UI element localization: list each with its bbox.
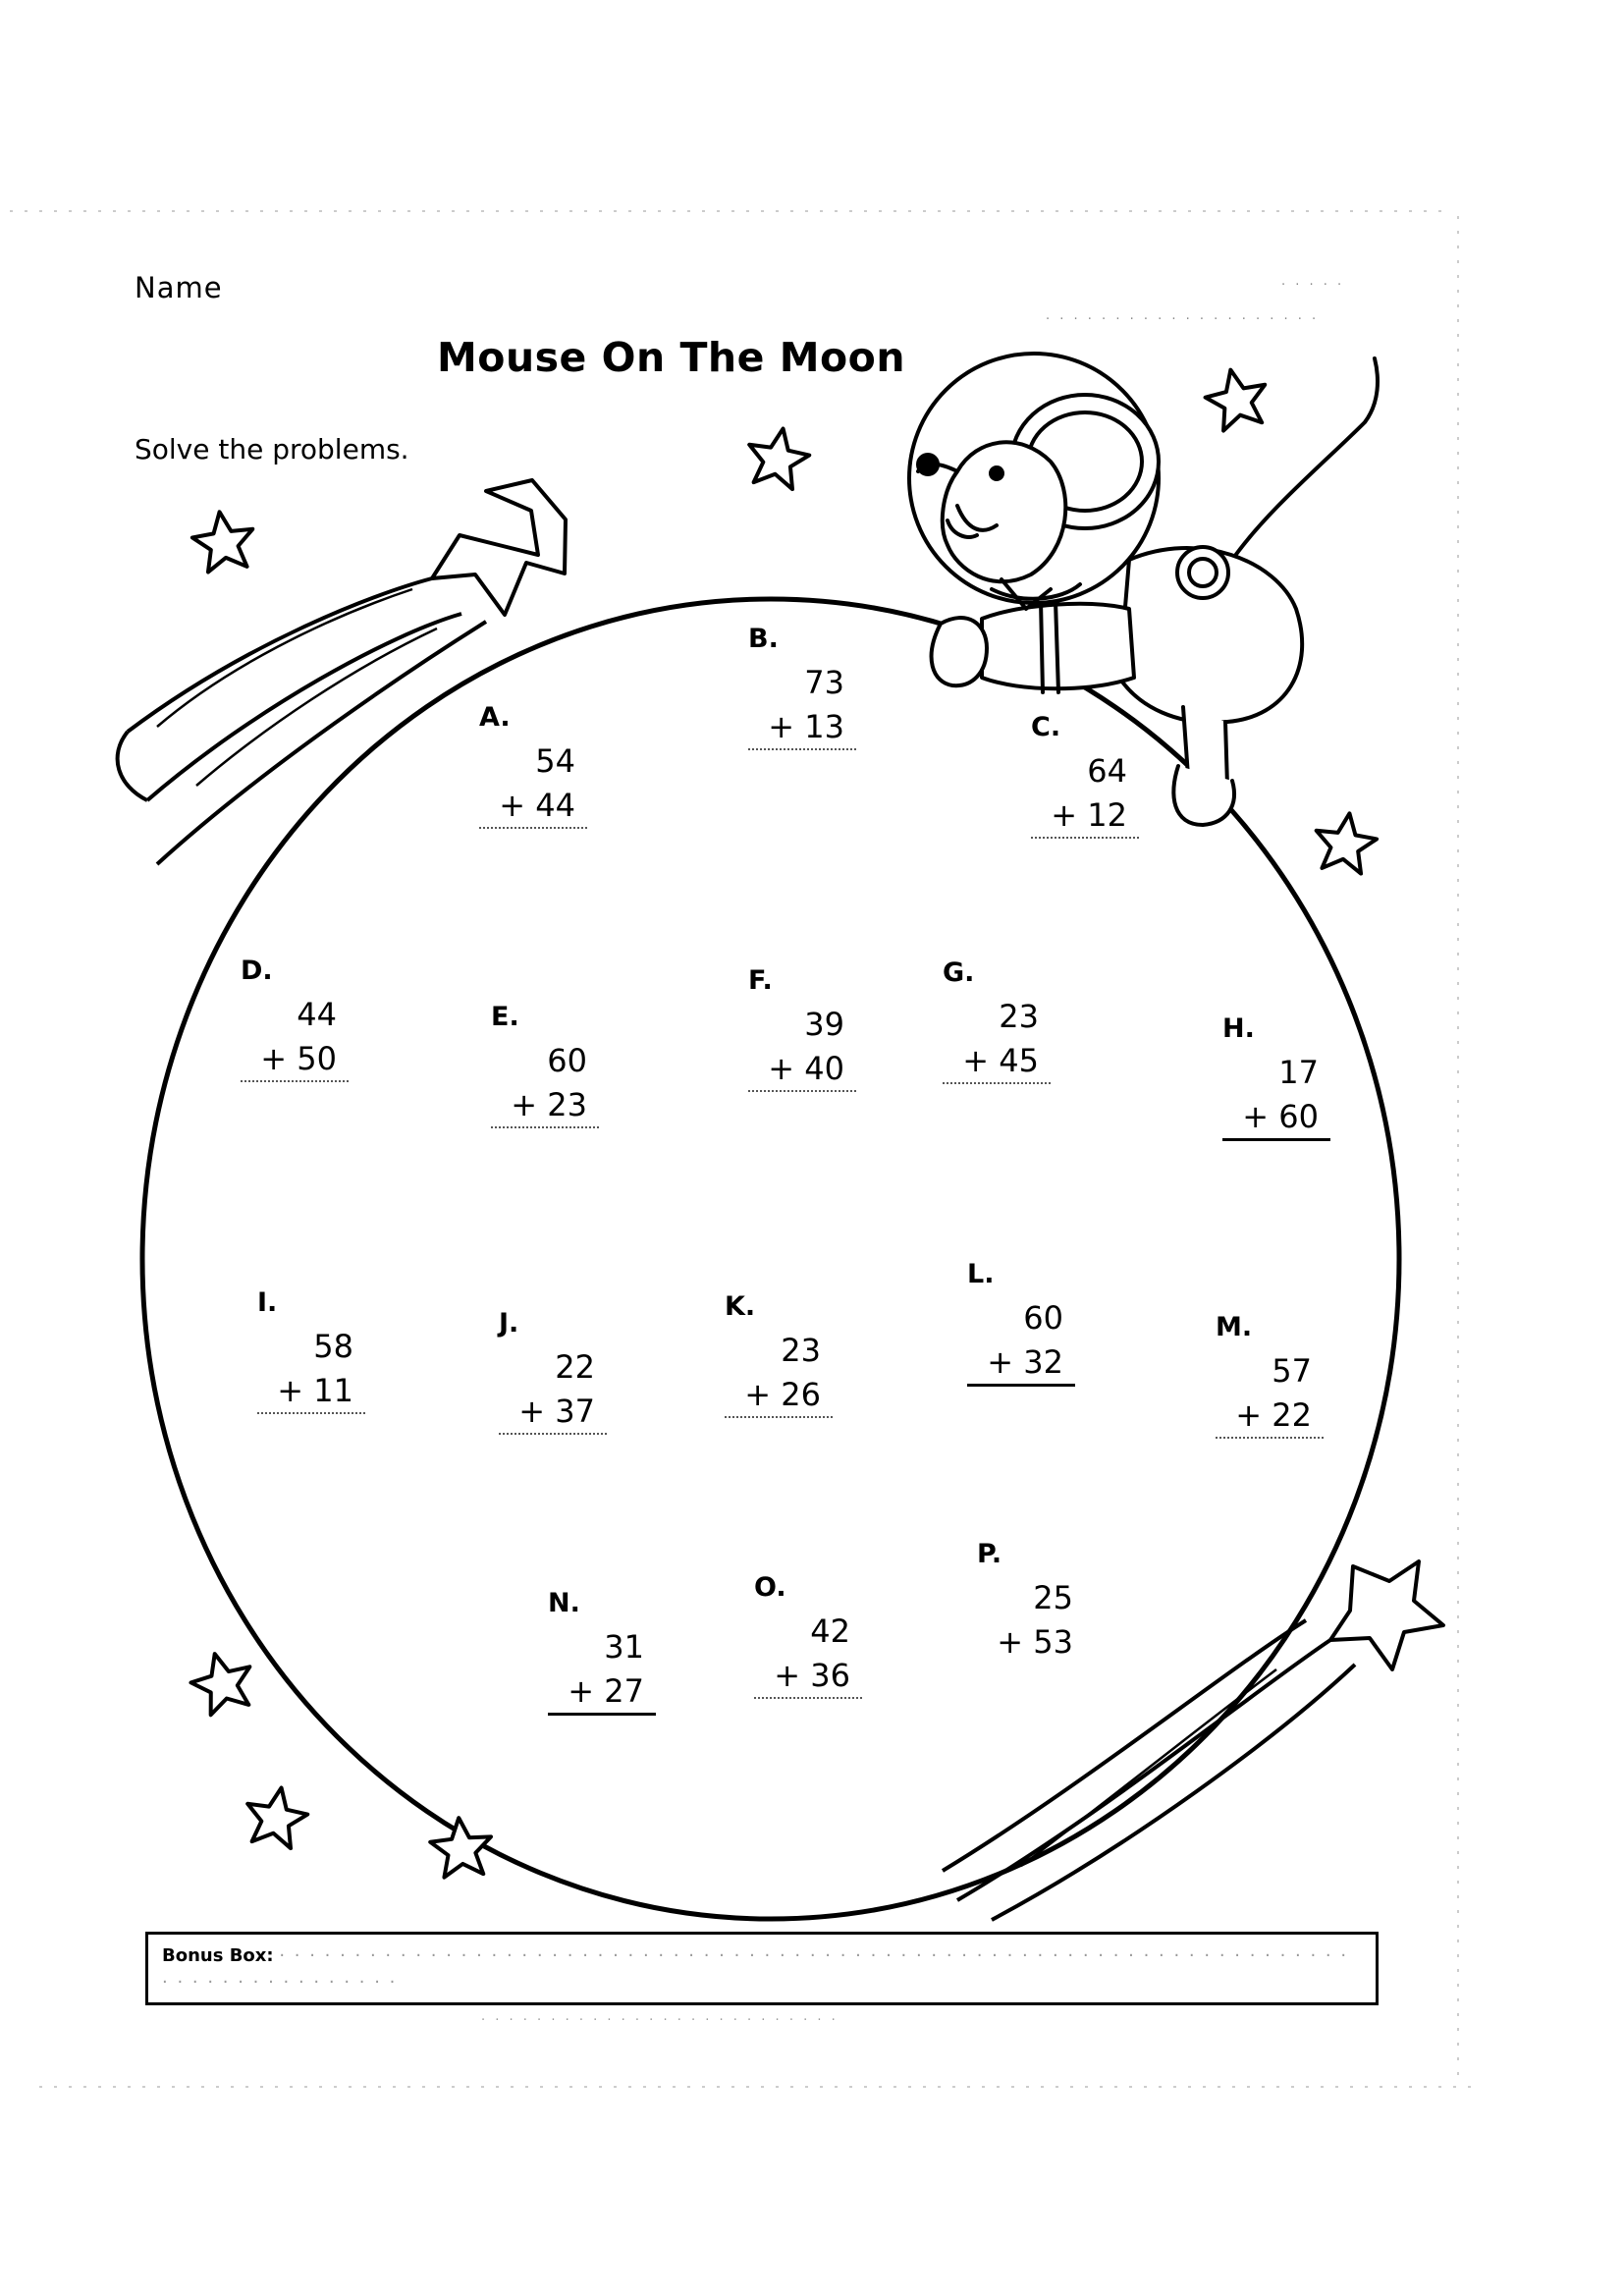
problem-j (499, 1303, 607, 1435)
operator-sign: + (511, 1086, 538, 1123)
operator-sign: + (997, 1623, 1024, 1661)
problem-bottom-line (499, 1390, 607, 1435)
problem-top-number: 23 (781, 1332, 821, 1369)
astronaut-mouse (909, 354, 1378, 825)
scan-marks (10, 211, 1473, 2087)
problem-label: L. (967, 1259, 995, 1289)
problem-bottom-number: 53 (1033, 1623, 1073, 1661)
problem-bottom-number: 37 (555, 1393, 595, 1430)
problem-label: N. (548, 1588, 580, 1618)
problem-bottom-number: 32 (1023, 1343, 1063, 1381)
star-icon (1201, 363, 1272, 433)
problem-n (548, 1583, 656, 1716)
problem-label: M. (1216, 1312, 1253, 1342)
problem-bottom-line (1222, 1095, 1330, 1141)
bonus-box-label: Bonus Box: (162, 1945, 274, 1966)
star-icon (743, 423, 813, 491)
problem-bottom-line (943, 1039, 1051, 1084)
problem-l (967, 1254, 1075, 1387)
operator-sign: + (499, 787, 526, 824)
problem-top-number: 17 (1278, 1054, 1319, 1091)
problem-bottom-number: 44 (535, 787, 575, 824)
name-label: Name (135, 271, 223, 304)
corner-faint-text: · · · · · (1281, 278, 1345, 293)
operator-sign: + (277, 1372, 304, 1409)
problem-top-number: 31 (604, 1628, 644, 1666)
problem-bottom-number: 50 (297, 1040, 337, 1077)
problem-bottom-line (977, 1620, 1085, 1664)
problem-top-number: 64 (1087, 752, 1127, 790)
operator-sign: + (1235, 1396, 1263, 1434)
problem-bottom-line (479, 784, 587, 829)
problem-p (977, 1534, 1085, 1664)
problem-bottom-number: 26 (781, 1376, 821, 1413)
problem-label: P. (977, 1539, 1002, 1569)
problem-top-number: 58 (313, 1328, 353, 1365)
problem-bottom-line (1216, 1394, 1324, 1439)
problem-bottom-number: 45 (999, 1042, 1039, 1079)
problem-bottom-number: 11 (313, 1372, 353, 1409)
corner-faint-text: · · · · · · · · · · · · · · · · · · · · (1046, 312, 1320, 327)
operator-sign: + (768, 1050, 795, 1087)
operator-sign: + (987, 1343, 1014, 1381)
problem-top-number: 23 (999, 998, 1039, 1035)
problem-label: A. (479, 702, 511, 733)
problem-g (943, 953, 1051, 1084)
problem-top-number: 60 (1023, 1299, 1063, 1337)
problem-m (1216, 1307, 1324, 1439)
problem-bottom-line (548, 1669, 656, 1716)
problem-bottom-number: 22 (1272, 1396, 1312, 1434)
problem-bottom-number: 13 (804, 708, 844, 745)
star-icon (1312, 809, 1380, 875)
problem-f (748, 960, 856, 1092)
problem-bottom-line (491, 1083, 599, 1128)
problem-top-number: 73 (804, 664, 844, 701)
problem-a (479, 697, 587, 829)
problem-e (491, 997, 599, 1128)
problem-bottom-line (748, 705, 856, 750)
problem-top-number: 54 (535, 742, 575, 780)
operator-sign: + (518, 1393, 546, 1430)
problem-label: D. (241, 956, 273, 986)
problem-label: O. (754, 1572, 786, 1603)
problem-c (1031, 707, 1139, 839)
problem-bottom-number: 60 (1278, 1098, 1319, 1135)
problem-top-number: 25 (1033, 1579, 1073, 1616)
problem-bottom-number: 36 (810, 1657, 850, 1694)
problem-d (241, 951, 349, 1082)
problem-label: K. (725, 1291, 756, 1322)
operator-sign: + (260, 1040, 288, 1077)
operator-sign: + (744, 1376, 772, 1413)
operator-sign: + (1051, 796, 1078, 834)
instructions-text: Solve the problems. (135, 433, 409, 465)
problem-top-number: 42 (810, 1613, 850, 1650)
bonus-box (145, 1932, 1379, 2005)
worksheet-title: Mouse On The Moon (437, 334, 906, 381)
bonus-box-faint-text: · · · · · · · · · · · · · · · · · · · · · · · · · · · · · · · · · · · · · · · · · · · · · · · · · · · · · · · · · · · · · · · · · · · · · · · · · · · · · · · · · · · · · · · (162, 1945, 1349, 1993)
problem-bottom-number: 40 (804, 1050, 844, 1087)
problem-bottom-line (967, 1340, 1075, 1387)
operator-sign: + (962, 1042, 990, 1079)
problem-label: J. (499, 1308, 519, 1339)
star-icon (242, 1782, 311, 1850)
problem-top-number: 39 (804, 1006, 844, 1043)
problem-h (1222, 1009, 1330, 1141)
problem-label: I. (257, 1287, 278, 1318)
star-icon (186, 1646, 259, 1718)
problem-bottom-line (1031, 793, 1139, 839)
problem-i (257, 1283, 365, 1414)
problem-bottom-line (748, 1047, 856, 1092)
footer-faint-text: · · · · · · · · · · · · · · · · · · · · · · · · · · (481, 2013, 839, 2028)
problem-label: G. (943, 957, 975, 988)
problem-k (725, 1286, 833, 1418)
problem-bottom-line (241, 1037, 349, 1082)
problem-top-number: 44 (297, 996, 337, 1033)
problem-bottom-number: 12 (1087, 796, 1127, 834)
problem-label: B. (748, 624, 779, 654)
problem-o (754, 1567, 862, 1699)
star-icon (189, 508, 258, 574)
problem-bottom-line (754, 1654, 862, 1699)
problem-b (748, 619, 856, 750)
problem-top-number: 57 (1272, 1352, 1312, 1390)
problem-bottom-line (257, 1369, 365, 1414)
operator-sign: + (568, 1672, 595, 1710)
problem-top-number: 60 (547, 1042, 587, 1079)
problem-bottom-line (725, 1373, 833, 1418)
problem-label: C. (1031, 712, 1061, 742)
problem-label: F. (748, 965, 773, 996)
problem-bottom-number: 27 (604, 1672, 644, 1710)
problem-bottom-number: 23 (547, 1086, 587, 1123)
operator-sign: + (768, 708, 795, 745)
operator-sign: + (1242, 1098, 1270, 1135)
problem-top-number: 22 (555, 1348, 595, 1386)
problem-label: H. (1222, 1013, 1255, 1044)
operator-sign: + (774, 1657, 801, 1694)
problem-label: E. (491, 1002, 519, 1032)
